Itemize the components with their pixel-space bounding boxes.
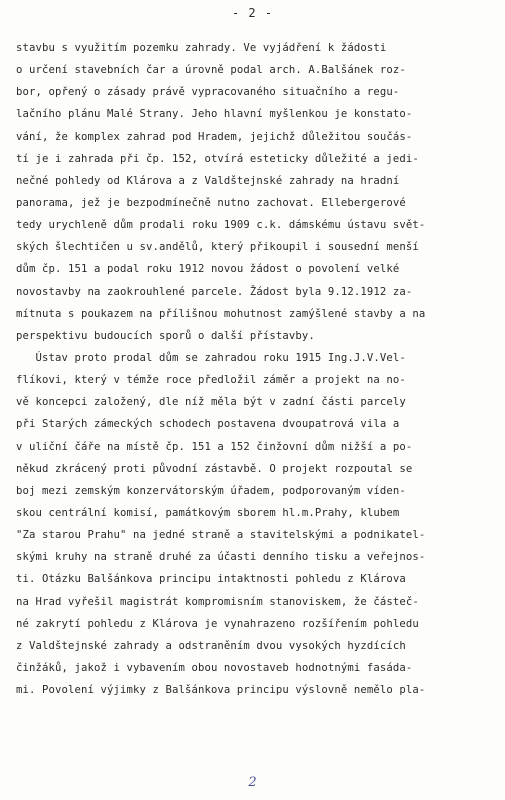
text-line: stavbu s využitím pozemku zahrady. Ve vyjádření k žádosti <box>16 42 387 54</box>
text-line: novostavby na zaokrouhlené parcele. Žádost byla 9.12.1912 za- <box>16 285 413 298</box>
text-line: skými kruhy na straně druhé za účasti denního tisku a veřejnos- <box>16 551 426 564</box>
text-line: skou centrální komisí, památkovým sborem hl.m.Prahy, klubem <box>16 506 400 519</box>
text-line: někud zkrácený proti původní zástavbě. O projekt rozpoutal se <box>16 462 413 475</box>
text-line: dům čp. 151 a podal roku 1912 novou žádost o povolení velké <box>16 263 400 276</box>
text-line: flíkovi, který v témže roce předložil záměr a projekt na no- <box>16 374 406 387</box>
typewritten-body <box>16 37 500 701</box>
text-line: tedy urychleně dům prodali roku 1909 c.k. dámskému ústavu svět- <box>16 219 426 232</box>
text-line: nečné pohledy od Klárova a z Valdštejnské zahrady na hradní <box>16 174 400 187</box>
text-line: panorama, jež je bezpodmínečně nutno zachovat. Ellebergerové <box>16 196 406 209</box>
text-line: na Hrad vyřešil magistrát kompromisním stanoviskem, že částeč- <box>16 595 419 608</box>
text-line: vání, že komplex zahrad pod Hradem, jejichž důležitou součás- <box>16 130 413 143</box>
text-line: v uliční čáře na místě čp. 151 a 152 činžovní dům nižší a po- <box>16 440 413 453</box>
text-line: o určení stavebních čar a úrovně podal arch. A.Balšánek roz- <box>16 64 406 77</box>
text-line: mi. Povolení výjimky z Balšánkova principu výslovně nemělo pla- <box>16 684 426 697</box>
text-line: při Starých zámeckých schodech postavena dvoupatrová vila a <box>16 418 400 431</box>
text-line: "Za starou Prahu" na jedné straně a stavitelskými a podnikatel- <box>16 529 426 542</box>
text-line: mítnuta s poukazem na přílišnou mohutnost zamýšlené stavby a na <box>16 307 426 320</box>
handwritten-page-number: 2 <box>248 775 257 790</box>
text-line: lačního plánu Malé Strany. Jeho hlavní myšlenkou je konstato- <box>16 108 413 121</box>
text-line: bor, opřený o zásady právě vypracovaného situačního a regu- <box>16 86 400 99</box>
text-line: ti. Otázku Balšánkova principu intaktnosti pohledu z Klárova <box>16 573 406 586</box>
text-line: z Valdštejnské zahrady a odstraněním dvou vysokých hyzdících <box>16 639 406 652</box>
text-line: vě koncepci založený, dle níž měla být v zadní části parcely <box>16 396 406 409</box>
text-line: činžáků, jakož i vybavením obou novostaveb hodnotnými fasáda- <box>16 661 413 674</box>
text-line: ských šlechtičen u sv.andělů, který přikoupil i sousední menší <box>16 241 419 254</box>
text-line: perspektivu budoucích sporů o další přístavby. <box>16 329 315 342</box>
page-number-header: - 2 - <box>231 6 274 20</box>
text-line: Ústav proto prodal dům se zahradou roku 1915 Ing.J.V.Vel- <box>16 351 406 364</box>
text-line: boj mezi zemským konzervátorským úřadem, podporovaným víden- <box>16 484 406 497</box>
text-line: tí je i zahrada při čp. 152, otvírá esteticky důležité a jedi- <box>16 152 419 165</box>
text-line: né zakrytí pohledu z Klárova je vynahrazeno rozšířením pohledu <box>16 617 419 630</box>
